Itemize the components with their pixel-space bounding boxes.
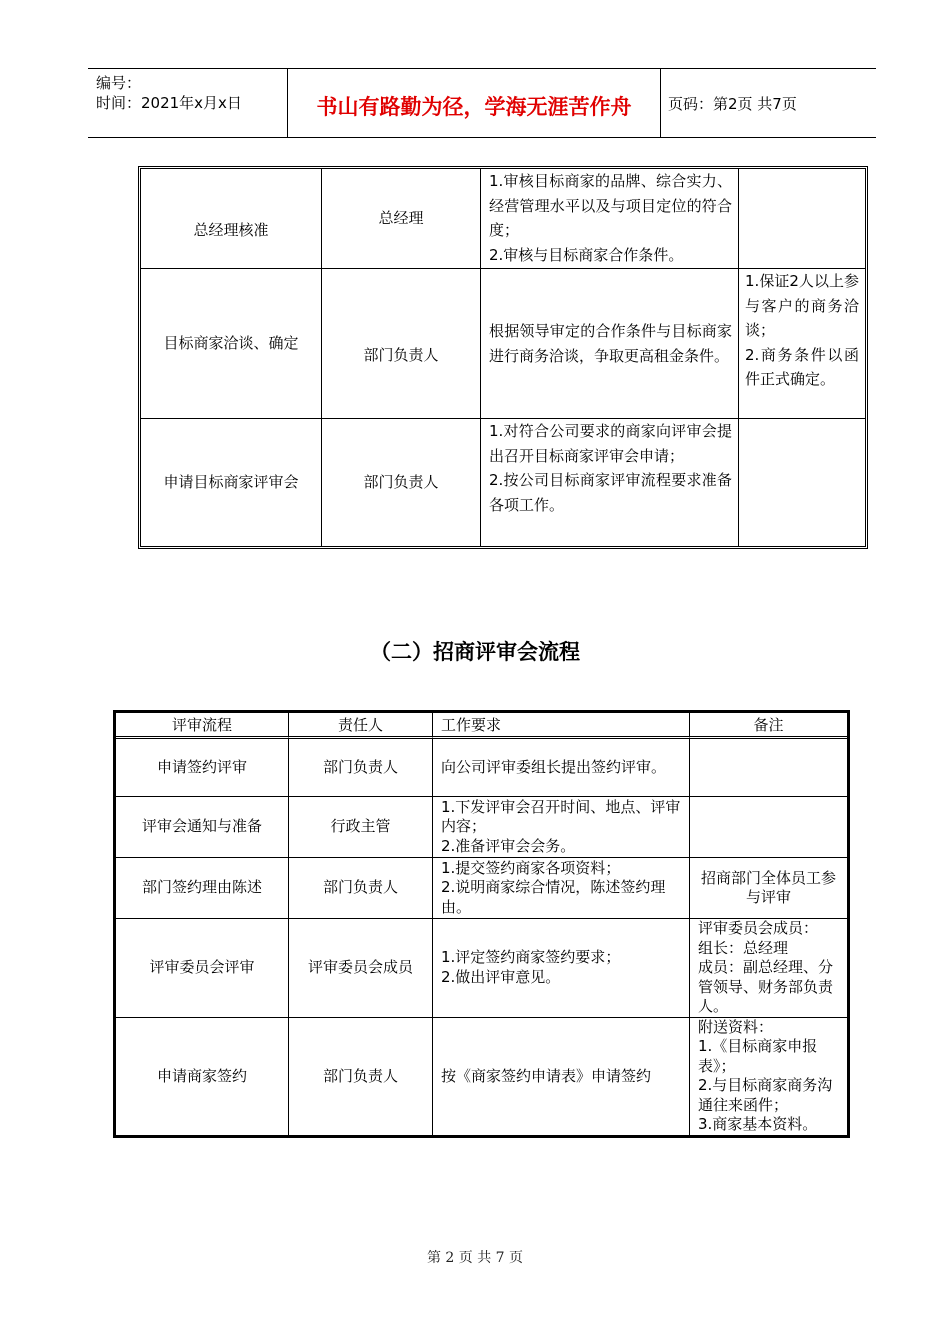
person-cell: 行政主管 bbox=[289, 797, 433, 858]
note-cell bbox=[690, 739, 847, 797]
step-cell: 评审委员会评审 bbox=[116, 919, 289, 1018]
code-label: 编号： bbox=[96, 74, 142, 92]
table-row bbox=[116, 797, 847, 858]
note-cell bbox=[739, 169, 865, 269]
page-header bbox=[88, 68, 876, 138]
person-cell: 评审委员会成员 bbox=[289, 919, 433, 1018]
person-cell: 部门负责人 bbox=[322, 419, 481, 546]
requirement-cell: 根据领导审定的合作条件与目标商家进行商务洽谈，争取更高租金条件。 bbox=[481, 269, 739, 419]
merchant-process-table bbox=[138, 166, 868, 549]
header-requirement: 工作要求 bbox=[433, 713, 690, 739]
requirement-cell: 1.评定签约商家签约要求； 2.做出评审意见。 bbox=[433, 919, 690, 1018]
note-cell: 1.保证2人以上参与客户的商务洽谈； 2.商务条件以函件正式确定。 bbox=[739, 269, 865, 419]
person-cell: 总经理 bbox=[322, 169, 481, 269]
step-cell: 部门签约理由陈述 bbox=[116, 858, 289, 919]
table-row bbox=[116, 858, 847, 919]
requirement-cell: 1.提交签约商家各项资料； 2.说明商家综合情况，陈述签约理由。 bbox=[433, 858, 690, 919]
requirement-cell: 按《商家签约申请表》申请签约 bbox=[433, 1018, 690, 1136]
step-cell: 评审会通知与准备 bbox=[116, 797, 289, 858]
person-cell: 部门负责人 bbox=[322, 269, 481, 419]
requirement-cell: 1.对符合公司要求的商家向评审会提出召开目标商家评审会申请； 2.按公司目标商家评审流程要求准备各项工作。 bbox=[481, 419, 739, 546]
step-cell: 申请商家签约 bbox=[116, 1018, 289, 1136]
header-note: 备注 bbox=[690, 713, 847, 739]
header-step: 评审流程 bbox=[116, 713, 289, 739]
step-cell: 申请签约评审 bbox=[116, 739, 289, 797]
note-cell: 附送资料： 1.《目标商家申报表》； 2.与目标商家商务沟通往来函件； 3.商家基本资料。 bbox=[698, 1017, 833, 1133]
review-process-table bbox=[113, 710, 850, 1138]
step-cell: 目标商家洽谈、确定 bbox=[141, 269, 322, 419]
step-cell: 总经理核准 bbox=[141, 169, 322, 269]
header-page-label: 页码：第2页 共7页 bbox=[668, 95, 797, 113]
section-title: （二）招商评审会流程 bbox=[370, 639, 580, 664]
person-cell: 部门负责人 bbox=[289, 1018, 433, 1136]
note-cell bbox=[739, 419, 865, 546]
table-row bbox=[116, 1018, 847, 1136]
table-row bbox=[141, 169, 865, 269]
requirement-cell: 1.审核目标商家的品牌、综合实力、经营管理水平以及与项目定位的符合度； 2.审核与目标商家合作条件。 bbox=[481, 169, 739, 269]
step-cell: 申请目标商家评审会 bbox=[141, 419, 322, 546]
note-cell: 评审委员会成员： 组长：总经理 成员：副总经理、分管领导、财务部负责人。 bbox=[690, 919, 847, 1018]
requirement-cell: 1.下发评审会召开时间、地点、评审内容； 2.准备评审会会务。 bbox=[433, 797, 690, 858]
time-label: 时间：2021年x月x日 bbox=[96, 94, 242, 112]
header-divider bbox=[660, 69, 661, 137]
note-cell bbox=[690, 797, 847, 858]
table-header-row bbox=[116, 713, 847, 739]
note-cell: 招商部门全体员工参与评审 bbox=[690, 858, 847, 919]
person-cell: 部门负责人 bbox=[289, 858, 433, 919]
header-meta bbox=[96, 73, 242, 113]
table-row bbox=[141, 269, 865, 419]
table-row bbox=[116, 919, 847, 1018]
table-row bbox=[141, 419, 865, 546]
person-cell: 部门负责人 bbox=[289, 739, 433, 797]
table-row bbox=[116, 739, 847, 797]
header-person: 责任人 bbox=[289, 713, 433, 739]
requirement-cell: 向公司评审委组长提出签约评审。 bbox=[433, 739, 690, 797]
header-motto: 书山有路勤为径，学海无涯苦作舟 bbox=[316, 94, 632, 119]
page-footer: 第 2 页 共 7 页 bbox=[426, 1250, 524, 1266]
